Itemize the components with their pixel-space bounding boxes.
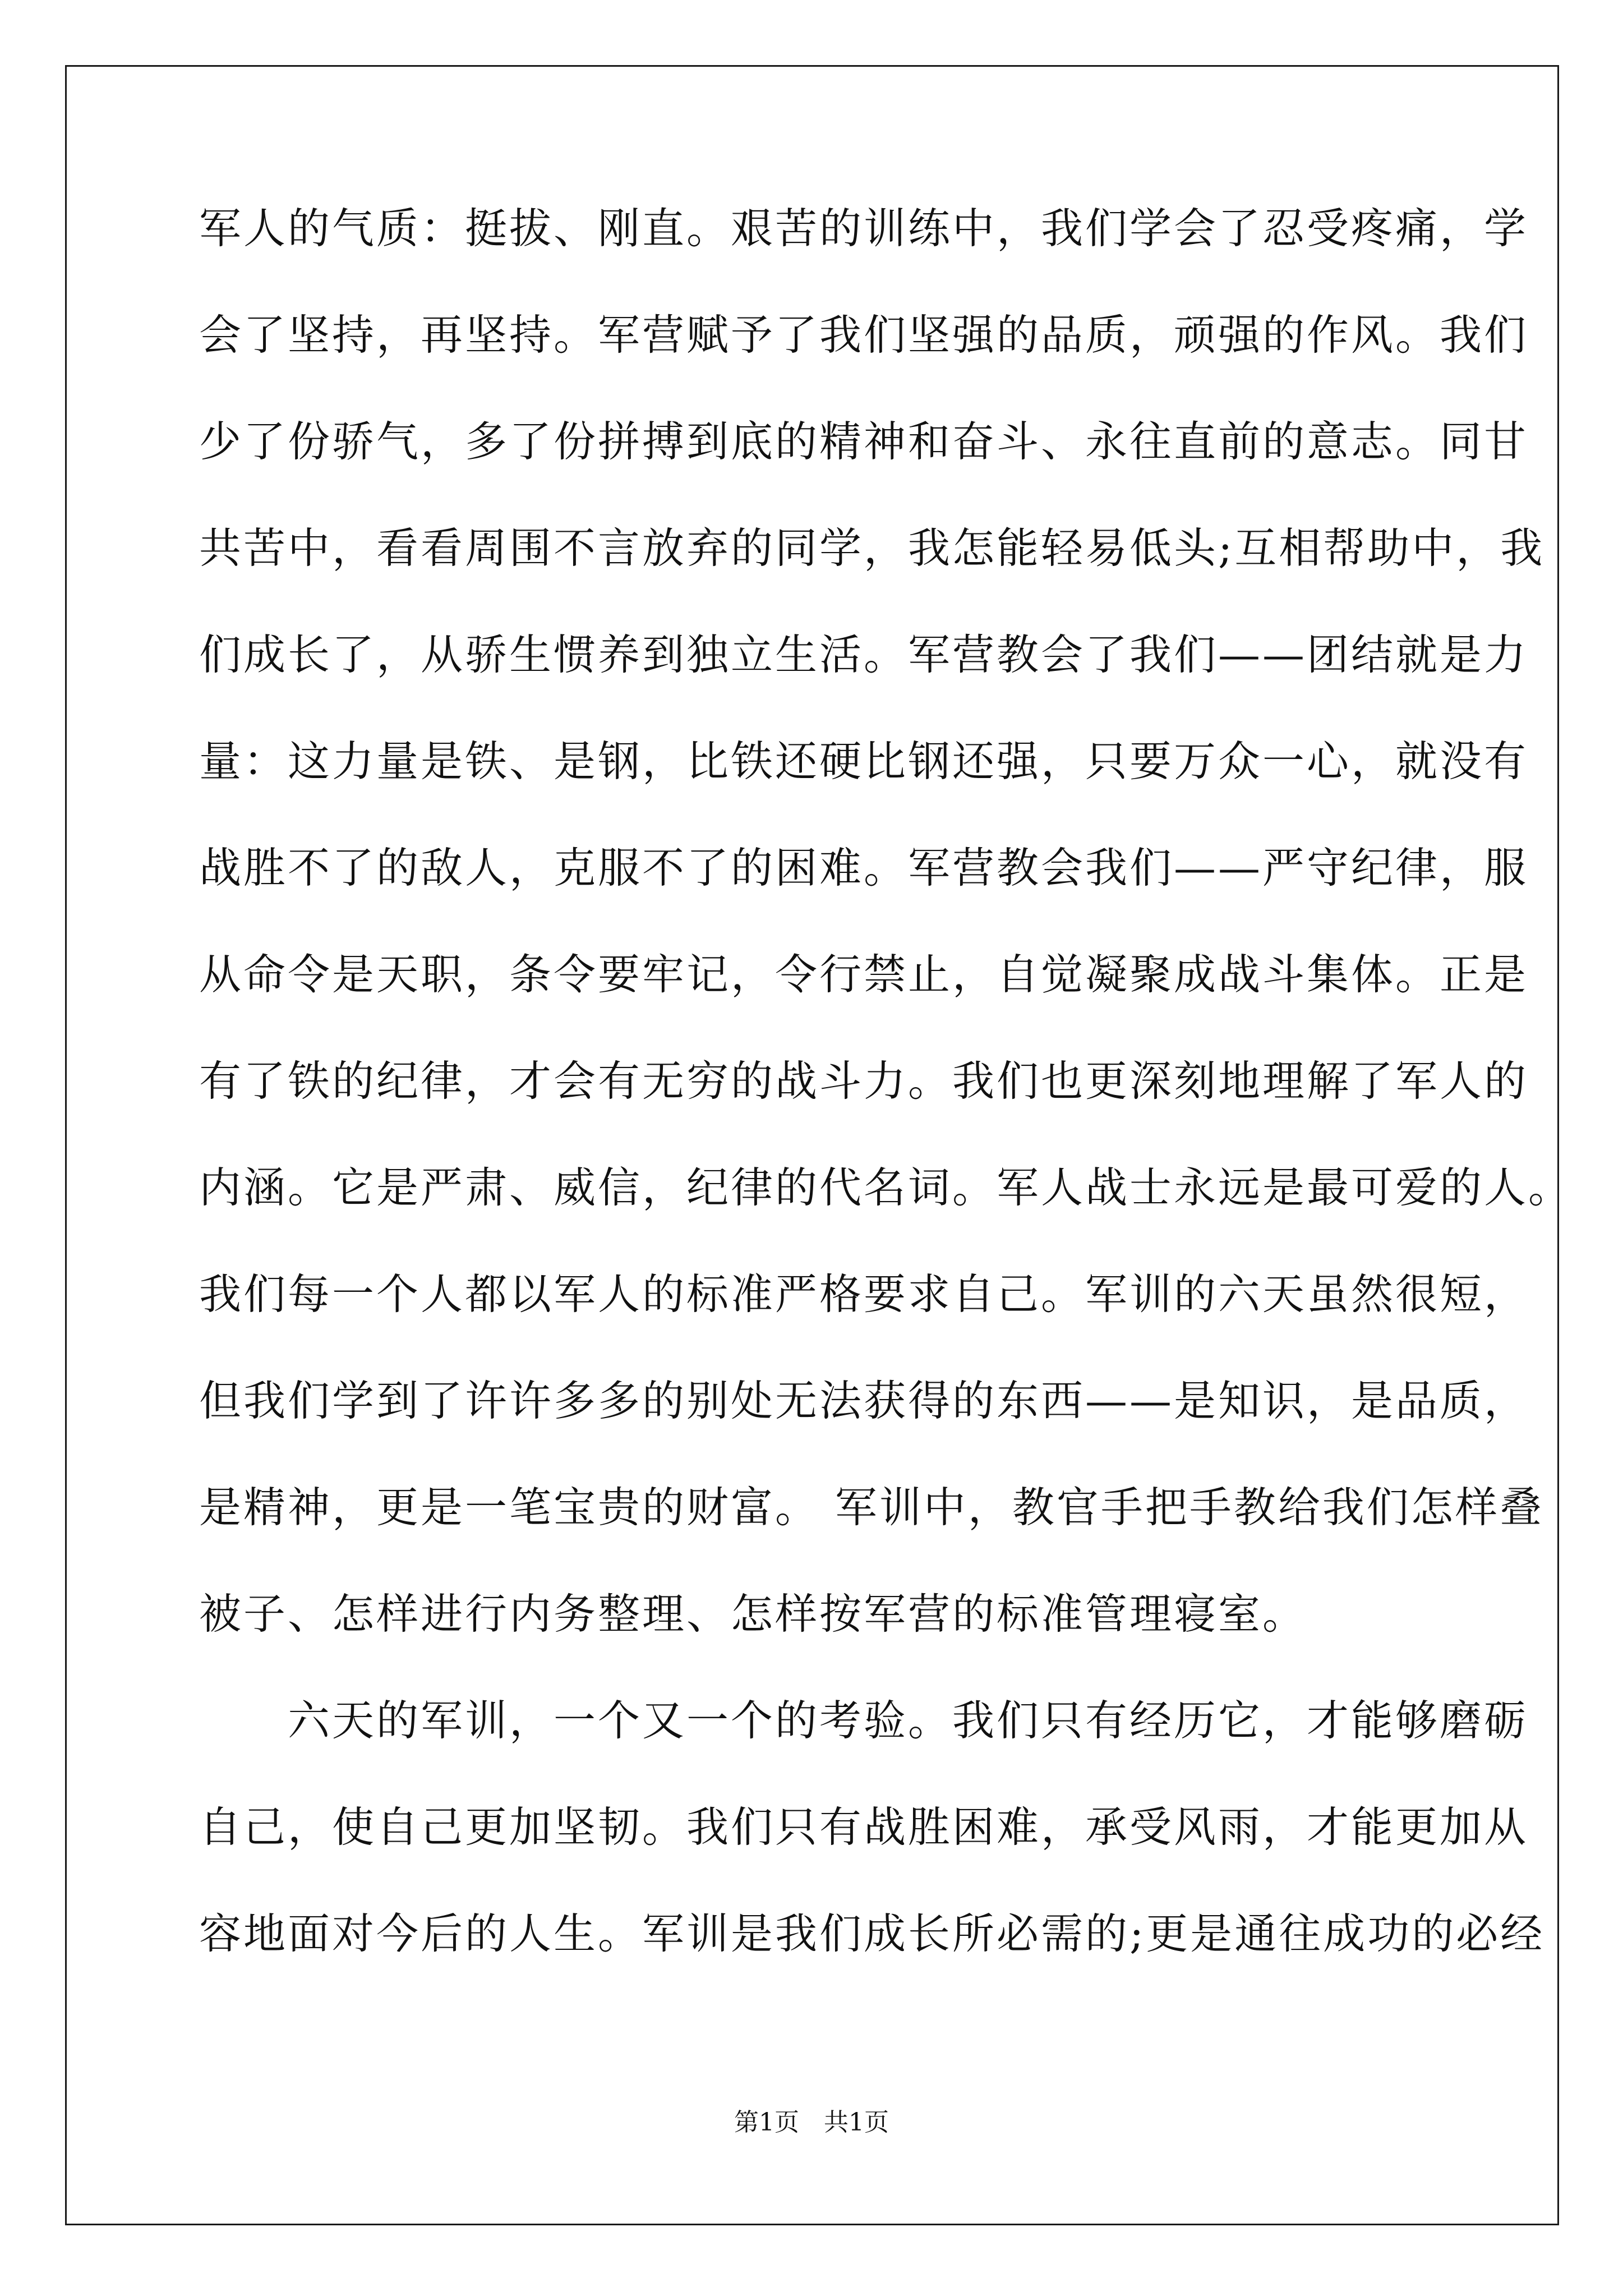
text-line: 被子、怎样进行内务整理、怎样按军营的标准管理寝室。 [199,1589,1307,1639]
text-line: 但我们学到了许许多多的别处无法获得的东西——是知识，是品质， [199,1376,1529,1425]
text-line: 容地面对今后的人生。军训是我们成长所必需的;更是通往成功的必经 [199,1909,1545,1958]
text-line: 共苦中，看看周围不言放弃的同学，我怎能轻易低头;互相帮助中，我 [199,523,1545,573]
text-line: 内涵。它是严肃、威信，纪律的代名词。军人战士永远是最可爱的人。 [199,1163,1573,1212]
text-line: 会了坚持，再坚持。军营赋予了我们坚强的品质，顽强的作风。我们 [199,310,1529,360]
text-line: 有了铁的纪律，才会有无穷的战斗力。我们也更深刻地理解了军人的 [199,1056,1529,1106]
text-line: 从命令是天职，条令要牢记，令行禁止，自觉凝聚成战斗集体。正是 [199,950,1529,999]
page-number-footer: 第1页 共1页 [734,2108,889,2137]
text-line: 量：这力量是铁、是钢，比铁还硬比钢还强，只要万众一心，就没有 [199,737,1529,786]
text-line: 六天的军训，一个又一个的考验。我们只有经历它，才能够磨砺 [199,1696,1529,1745]
text-line: 是精神，更是一笔宝贵的财富。 军训中，教官手把手教给我们怎样叠 [199,1483,1544,1532]
document-body [199,204,1573,2019]
text-line: 们成长了，从骄生惯养到独立生活。军营教会了我们——团结就是力 [199,630,1529,679]
text-line: 自己，使自己更加坚韧。我们只有战胜困难，承受风雨，才能更加从 [199,1802,1529,1852]
text-line: 我们每一个人都以军人的标准严格要求自己。军训的六天虽然很短， [199,1269,1529,1319]
text-line: 军人的气质：挺拔、刚直。艰苦的训练中，我们学会了忍受疼痛，学 [199,204,1529,253]
text-line: 少了份骄气，多了份拼搏到底的精神和奋斗、永往直前的意志。同甘 [199,417,1529,466]
text-line: 战胜不了的敌人，克服不了的困难。军营教会我们——严守纪律，服 [199,843,1529,892]
